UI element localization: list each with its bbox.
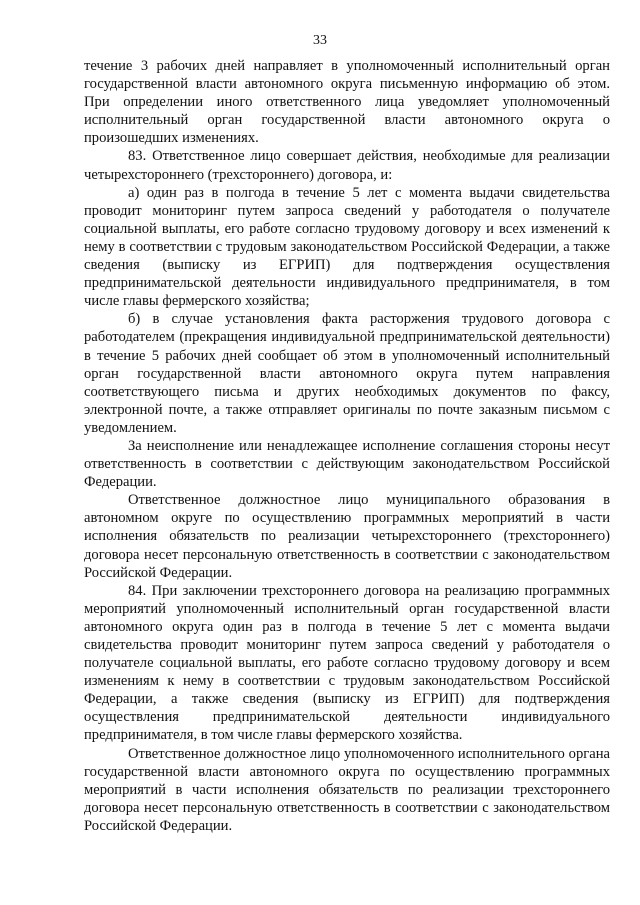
paragraph-subitem-a: а) один раз в полгода в течение 5 лет с момента выдачи свидетельства проводит мониторинг путем запроса сведений у работодателя о получателе социальной выплаты, его работе согласно трудовому договору и всех изменений к нему в соответствии с трудовым законодательством Российской Федерации, а также сведения (выписку из ЕГРИП) для подтверждения осуществления предпринимательской деятельности индивидуального предпринимателя, в том числе главы фермерского хозяйства;: [84, 184, 610, 310]
paragraph-liability: За неисполнение или ненадлежащее исполнение соглашения стороны несут ответственность в соответствии с действующим законодательством Российской Федерации.: [84, 437, 610, 491]
document-body: [84, 57, 610, 835]
paragraph-municipal-official: Ответственное должностное лицо муниципального образования в автономном округе по осуществлению программных мероприятий в части исполнения обязательств по реализации четырехстороннего (трехстороннего) договора несет персональную ответственность в соответствии с законодательством Российской Федерации.: [84, 492, 610, 581]
paragraph-authorized-official: Ответственное должностное лицо уполномоченного исполнительного органа государственной власти автономного округа по осуществлению программных мероприятий в части исполнения обязательств по реализации трехстороннего договора несет персональную ответственность в соответствии с законодательством Российской Федерации.: [84, 745, 610, 834]
paragraph-item-84: 84. При заключении трехстороннего договора на реализацию программных мероприятий уполномоченный исполнительный орган государственной власти автономного округа один раз в полгода в течение 5 лет с момента выдачи свидетельства проводит мониторинг путем запроса сведений у работодателя о получателе социальной выплаты, его работе согласно трудовому договору и всем изменениям к нему в соответствии с трудовым законодательством Российской Федерации, а также сведения (выписку из ЕГРИП) для подтверждения осуществления предпринимательской деятельности индивидуального предпринимателя, в том числе главы фермерского хозяйства.: [84, 582, 610, 744]
paragraph-continuation: течение 3 рабочих дней направляет в уполномоченный исполнительный орган государственной власти автономного округа письменную информацию об этом. При определении иного ответственного лица уведомляет уполномоченный исполнительный орган государственной власти автономного округа о произошедших изменениях.: [84, 58, 610, 147]
page-number: 33: [313, 33, 327, 48]
paragraph-item-83: 83. Ответственное лицо совершает действия, необходимые для реализации четырехстороннего (трехстороннего) договора, и:: [84, 148, 610, 183]
paragraph-subitem-b: б) в случае установления факта расторжения трудового договора с работодателем (прекращения индивидуальной предпринимательской деятельности) в течение 5 рабочих дней сообщает об этом в уполномоченный исполнительный орган государственной власти автономного округа путем направления соответствующего письма и других необходимых документов по факсу, электронной почте, а также отправляет оригиналы по почте заказным письмом с уведомлением.: [84, 311, 610, 436]
